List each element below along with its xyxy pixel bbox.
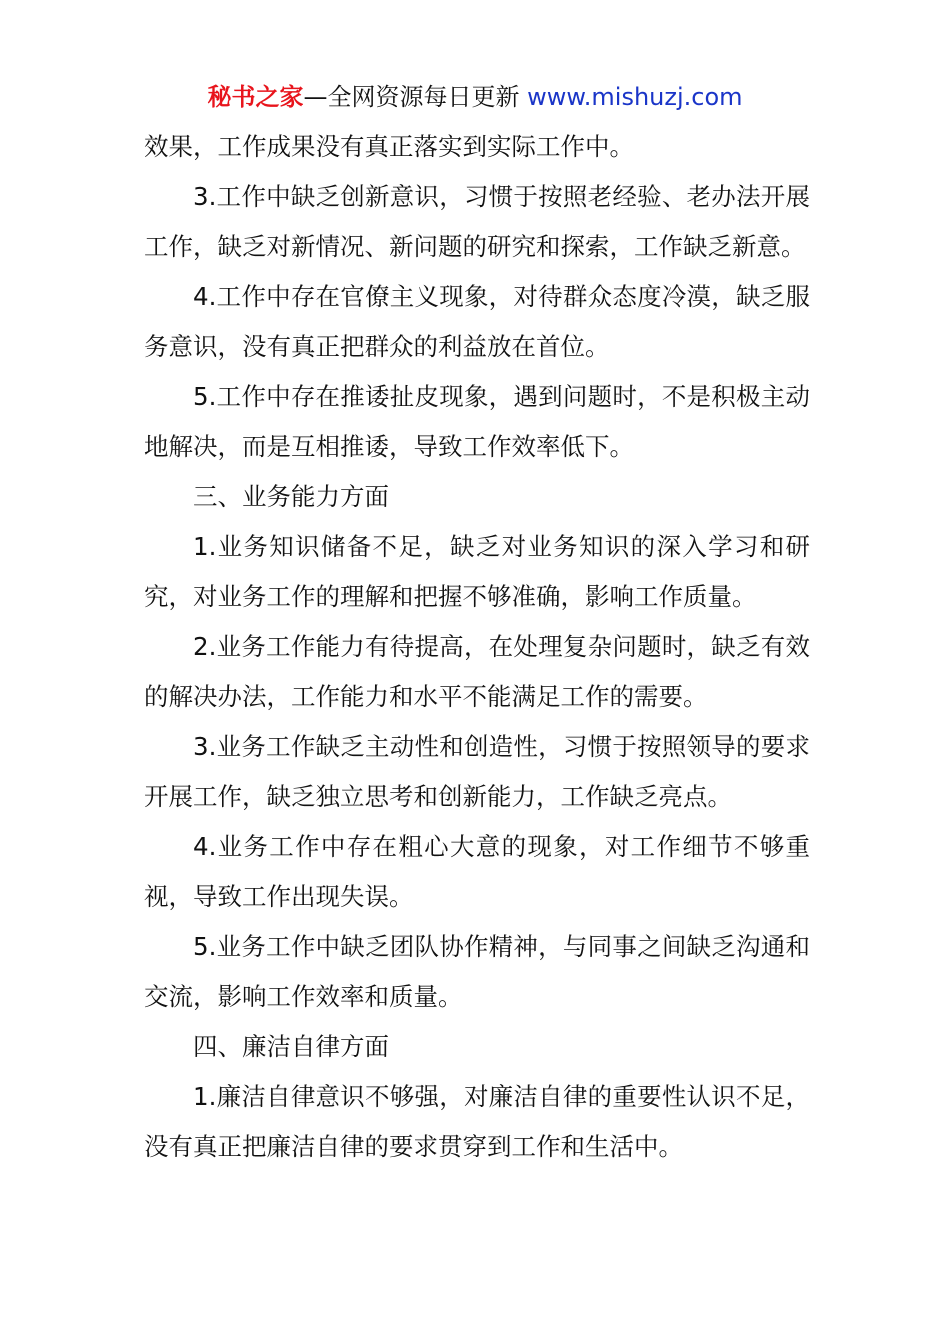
paragraph-item: 2.业务工作能力有待提高，在处理复杂问题时，缺乏有效的解决办法，工作能力和水平不能满足工作的需要。	[144, 632, 810, 711]
site-url-link[interactable]: www.mishuzj.com	[519, 83, 743, 111]
paragraph-item: 4.工作中存在官僚主义现象，对待群众态度冷漠，缺乏服务意识，没有真正把群众的利益放在首位。	[144, 282, 810, 361]
paragraph-item: 5.业务工作中缺乏团队协作精神，与同事之间缺乏沟通和交流，影响工作效率和质量。	[144, 932, 810, 1011]
paragraph-item: 5.工作中存在推诿扯皮现象，遇到问题时，不是积极主动地解决，而是互相推诿，导致工作效率低下。	[144, 382, 810, 461]
paragraph-item: 4.业务工作中存在粗心大意的现象，对工作细节不够重视，导致工作出现失误。	[144, 832, 810, 911]
brand-name: 秘书之家	[207, 83, 304, 111]
header-tagline: —全网资源每日更新	[303, 83, 520, 111]
section-heading: 四、廉洁自律方面	[193, 1032, 389, 1061]
paragraph-item: 3.业务工作缺乏主动性和创造性，习惯于按照领导的要求开展工作，缺乏独立思考和创新能力，工作缺乏亮点。	[144, 732, 810, 811]
section-heading: 三、业务能力方面	[193, 482, 389, 511]
paragraph-item: 1.廉洁自律意识不够强，对廉洁自律的重要性认识不足，没有真正把廉洁自律的要求贯穿到工作和生活中。	[144, 1082, 810, 1161]
paragraph-item: 3.工作中缺乏创新意识，习惯于按照老经验、老办法开展工作，缺乏对新情况、新问题的研究和探索，工作缺乏新意。	[144, 182, 810, 261]
paragraph-item: 1.业务知识储备不足，缺乏对业务知识的深入学习和研究，对业务工作的理解和把握不够准确，影响工作质量。	[144, 532, 810, 611]
paragraph-continuation: 效果，工作成果没有真正落实到实际工作中。	[144, 132, 634, 161]
document-body	[144, 122, 810, 1172]
page-header	[0, 80, 950, 114]
